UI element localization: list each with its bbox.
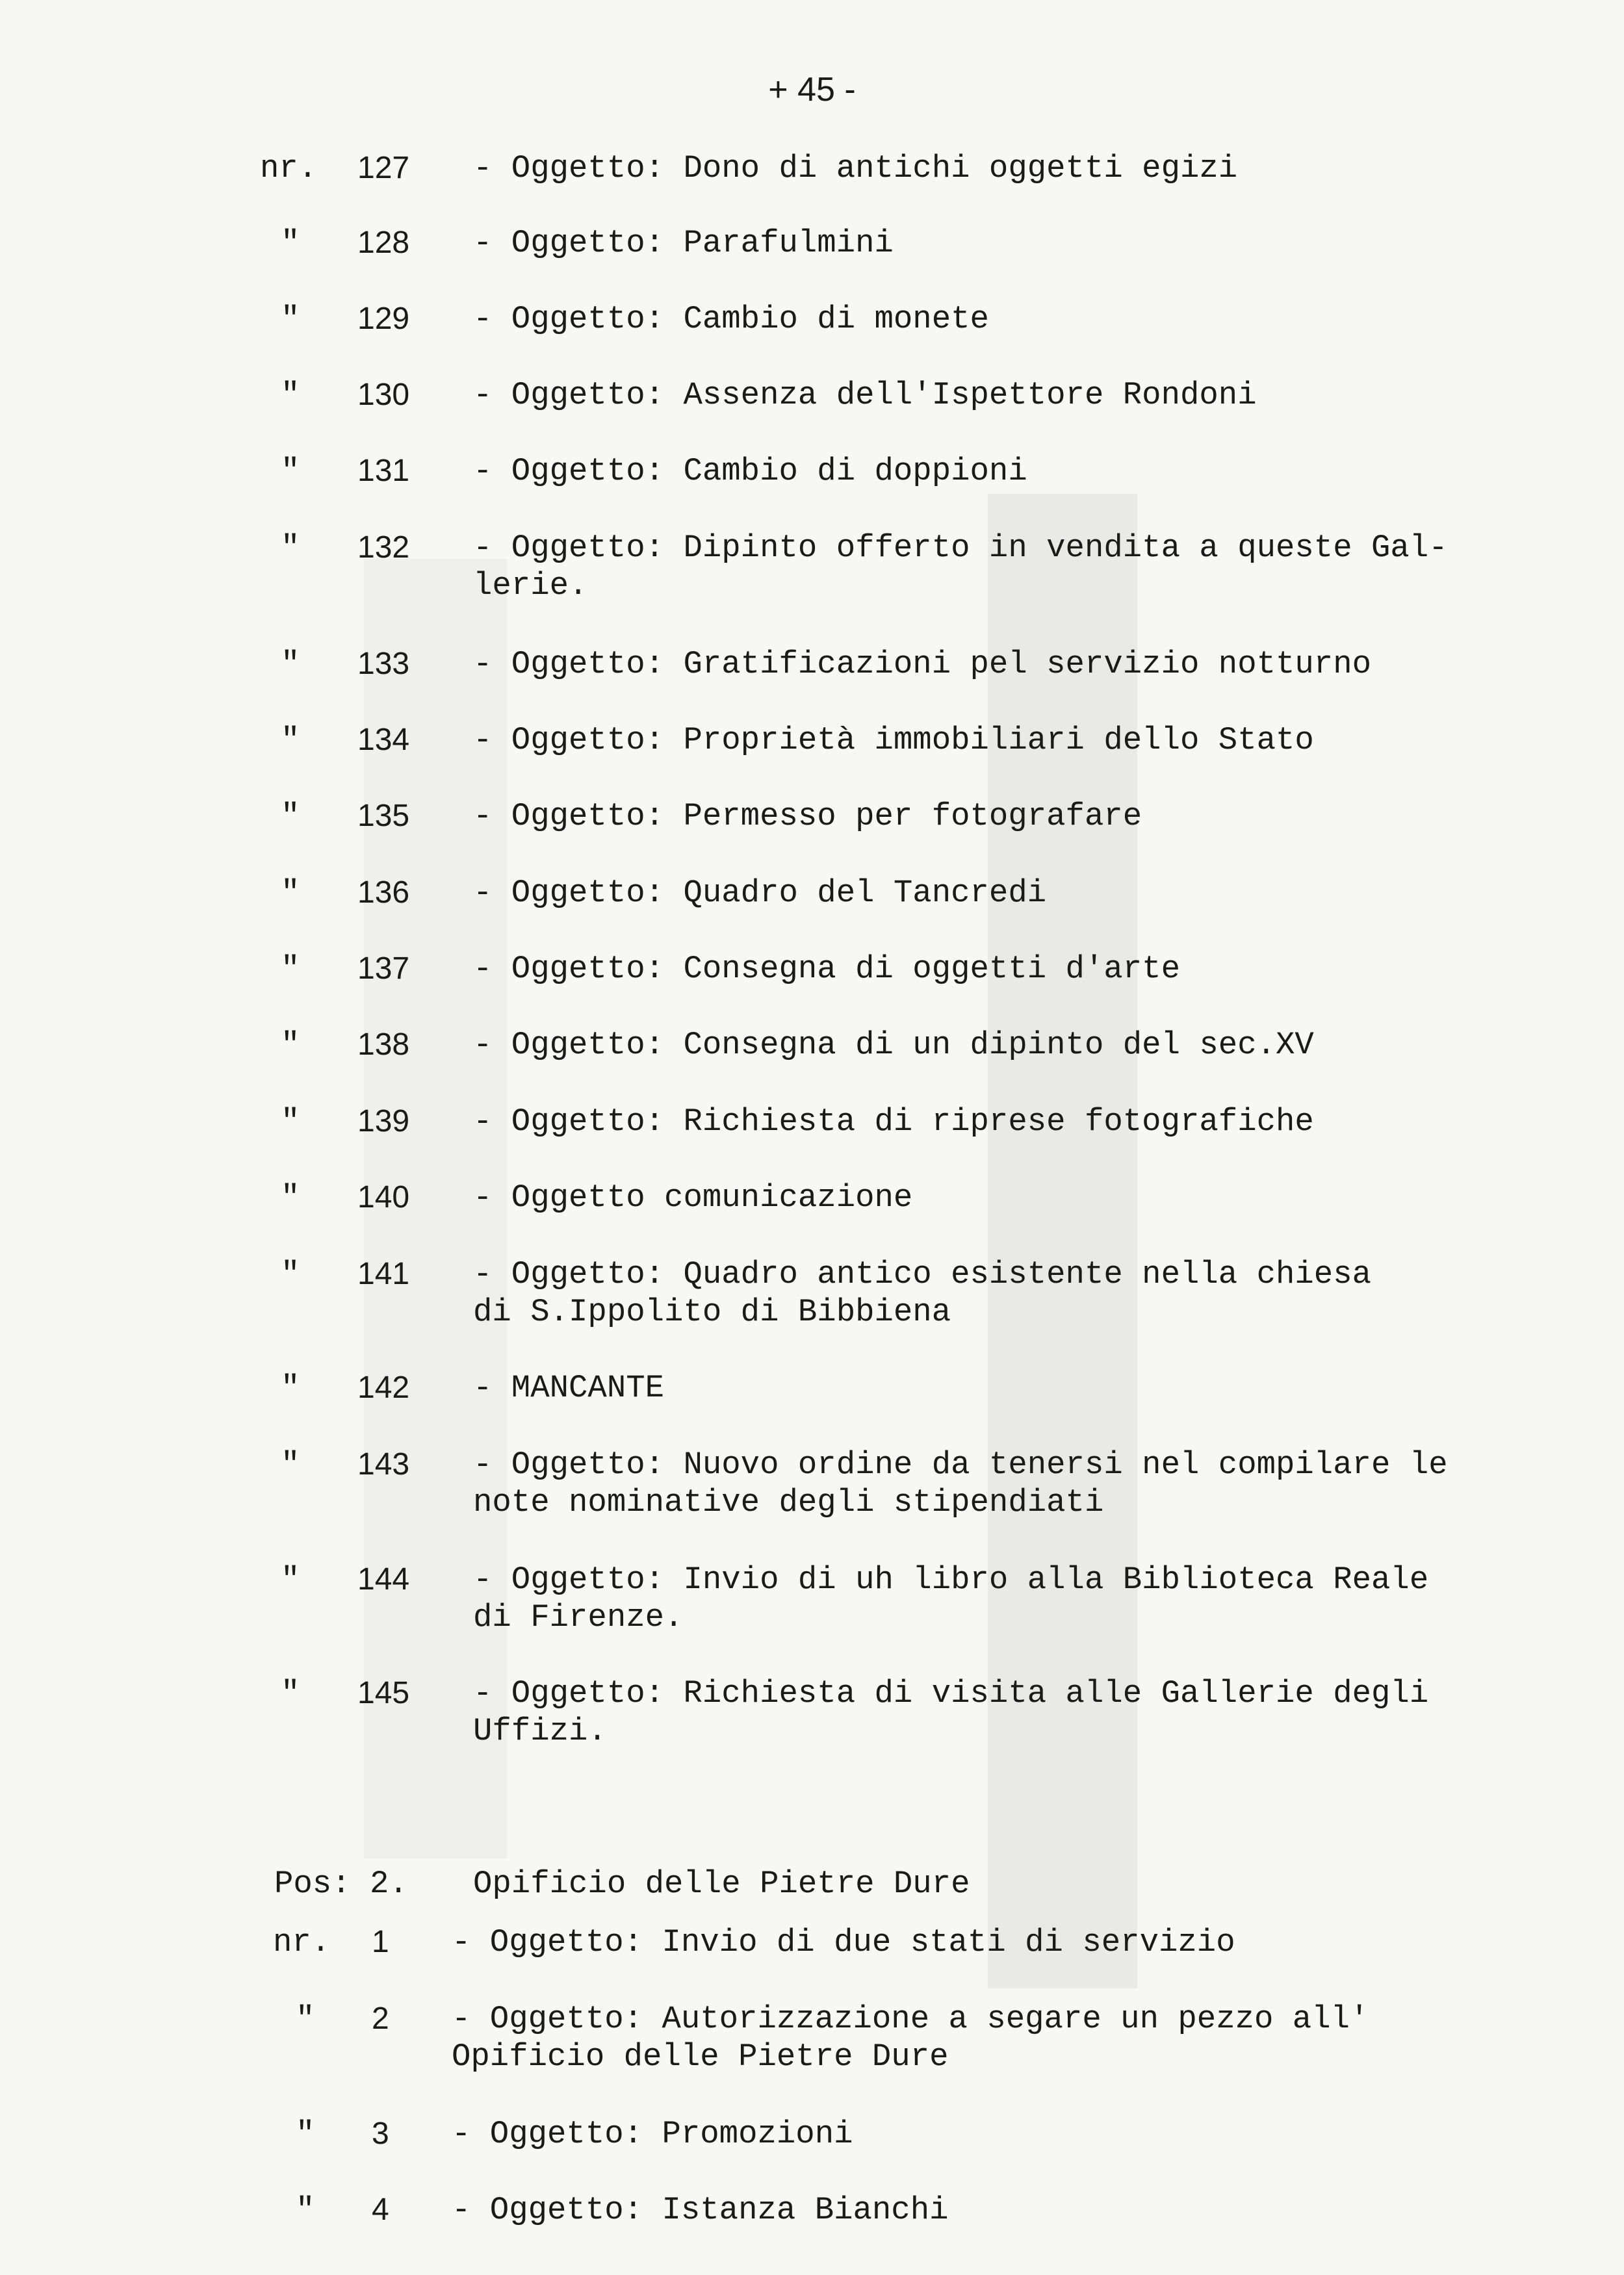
entry-line: - MANCANTE — [473, 1370, 665, 1406]
entry-number: 141 — [357, 1257, 410, 1291]
entry-prefix: " — [281, 1675, 300, 1712]
entry-number: 2 — [372, 2001, 389, 2036]
entry-prefix: " — [281, 1562, 300, 1598]
entry-text — [473, 1561, 1428, 1636]
entry-number: 142 — [357, 1370, 410, 1405]
entry-text — [473, 1255, 1371, 1331]
section-pos-label: Pos: 2. — [274, 1866, 408, 1902]
entry-number: 144 — [357, 1562, 410, 1597]
entry-line: - Oggetto: Richiesta di visita alle Gallerie degli — [473, 1675, 1429, 1712]
entry-line: Opificio delle Pietre Dure — [452, 2038, 949, 2075]
entry-text — [473, 300, 989, 338]
entry-line: - Oggetto: Permesso per fotografare — [473, 798, 1142, 834]
entry-text — [473, 1179, 912, 1216]
entry-prefix: " — [281, 301, 300, 337]
entry-number: 139 — [357, 1104, 410, 1138]
entry-number: 145 — [357, 1676, 410, 1710]
entry-number: 1 — [372, 1925, 389, 1959]
entry-line: lerie. — [473, 567, 588, 604]
entry-number: 135 — [357, 799, 410, 833]
entry-line: - Oggetto: Cambio di monete — [473, 301, 989, 337]
entry-prefix: " — [281, 453, 300, 489]
entry-text — [473, 376, 1257, 414]
entry-number: 127 — [357, 151, 410, 185]
entry-text — [452, 1923, 1235, 1961]
entry-line: - Oggetto: Gratificazioni pel servizio notturno — [473, 646, 1372, 682]
entry-text — [473, 224, 894, 262]
entry-number: 131 — [357, 454, 410, 488]
entry-text — [473, 1026, 1314, 1064]
entry-text — [473, 797, 1142, 835]
entry-line: - Oggetto comunicazione — [473, 1179, 913, 1216]
entry-text — [473, 1675, 1428, 1750]
entry-line: - Oggetto: Dipinto offerto in vendita a queste Gal- — [473, 530, 1448, 566]
entry-line: - Oggetto: Istanza Bianchi — [452, 2192, 949, 2228]
entry-text — [473, 149, 1237, 187]
entry-text — [473, 645, 1371, 683]
entry-text — [473, 721, 1314, 759]
entry-prefix: " — [281, 1370, 300, 1406]
entry-prefix: " — [281, 798, 300, 834]
entry-text — [473, 1103, 1314, 1140]
entry-line: Uffizi. — [473, 1713, 607, 1749]
entry-number: 137 — [357, 951, 410, 986]
entry-number: 132 — [357, 530, 410, 565]
entry-number: 4 — [372, 2192, 389, 2227]
page-number: + 45 - — [768, 71, 856, 109]
entry-prefix: nr. — [260, 150, 318, 186]
entry-number: 133 — [357, 647, 410, 681]
entry-line: - Oggetto: Nuovo ordine da tenersi nel compilare le — [473, 1446, 1448, 1483]
entry-line: - Oggetto: Dono di antichi oggetti egizi — [473, 150, 1238, 186]
entry-text — [473, 452, 1027, 490]
entry-prefix: " — [281, 875, 300, 911]
entry-prefix: " — [281, 722, 300, 758]
entry-text — [473, 529, 1448, 604]
entry-line: - Oggetto: Autorizzazione a segare un pezzo all' — [452, 2001, 1369, 2037]
entry-text — [452, 2191, 949, 2229]
entry-line: - Oggetto: Proprietà immobiliari dello Stato — [473, 722, 1314, 758]
entry-prefix: " — [281, 646, 300, 682]
entry-line: di S.Ippolito di Bibbiena — [473, 1294, 951, 1330]
entry-number: 136 — [357, 875, 410, 910]
entry-number: 138 — [357, 1027, 410, 1062]
entry-line: - Oggetto: Assenza dell'Ispettore Rondoni — [473, 377, 1257, 413]
entry-text — [473, 1446, 1448, 1521]
entry-line: di Firenze. — [473, 1599, 684, 1636]
entry-text — [452, 2115, 853, 2153]
entry-line: - Oggetto: Consegna di oggetti d'arte — [473, 951, 1180, 987]
entry-number: 128 — [357, 225, 410, 260]
entry-number: 3 — [372, 2116, 389, 2151]
bleed-through-column — [988, 494, 1137, 1988]
entry-line: - Oggetto: Quadro antico esistente nella chiesa — [473, 1256, 1372, 1292]
entry-number: 134 — [357, 723, 410, 757]
entry-prefix: " — [281, 1027, 300, 1063]
entry-text — [452, 2000, 1369, 2076]
entry-number: 130 — [357, 378, 410, 412]
entry-line: - Oggetto: Quadro del Tancredi — [473, 875, 1047, 911]
section-title: Opificio delle Pietre Dure — [473, 1866, 970, 1902]
entry-prefix: " — [296, 2001, 315, 2037]
entry-prefix: " — [281, 530, 300, 566]
entry-prefix: " — [281, 1446, 300, 1483]
entry-line: - Oggetto: Cambio di doppioni — [473, 453, 1027, 489]
entry-prefix: " — [281, 225, 300, 261]
entry-prefix: " — [281, 1179, 300, 1216]
entry-number: 140 — [357, 1180, 410, 1215]
entry-line: - Oggetto: Invio di due stati di servizio — [452, 1924, 1235, 1960]
entry-text — [473, 1369, 664, 1407]
entry-prefix: nr. — [273, 1924, 331, 1960]
entry-line: - Oggetto: Parafulmini — [473, 225, 894, 261]
entry-prefix: " — [281, 1103, 300, 1140]
entry-prefix: " — [281, 951, 300, 987]
entry-prefix: " — [281, 1256, 300, 1292]
entry-line: - Oggetto: Richiesta di riprese fotografiche — [473, 1103, 1314, 1140]
entry-line: - Oggetto: Promozioni — [452, 2116, 853, 2152]
entry-text — [473, 874, 1046, 912]
entry-prefix: " — [296, 2192, 315, 2228]
entry-line: note nominative degli stipendiati — [473, 1484, 1104, 1521]
entry-text — [473, 950, 1180, 988]
entry-prefix: " — [281, 377, 300, 413]
entry-line: - Oggetto: Invio di uh libro alla Biblioteca Reale — [473, 1562, 1429, 1598]
entry-number: 143 — [357, 1447, 410, 1482]
entry-prefix: " — [296, 2116, 315, 2152]
entry-line: - Oggetto: Consegna di un dipinto del sec.XV — [473, 1027, 1314, 1063]
entry-number: 129 — [357, 302, 410, 336]
